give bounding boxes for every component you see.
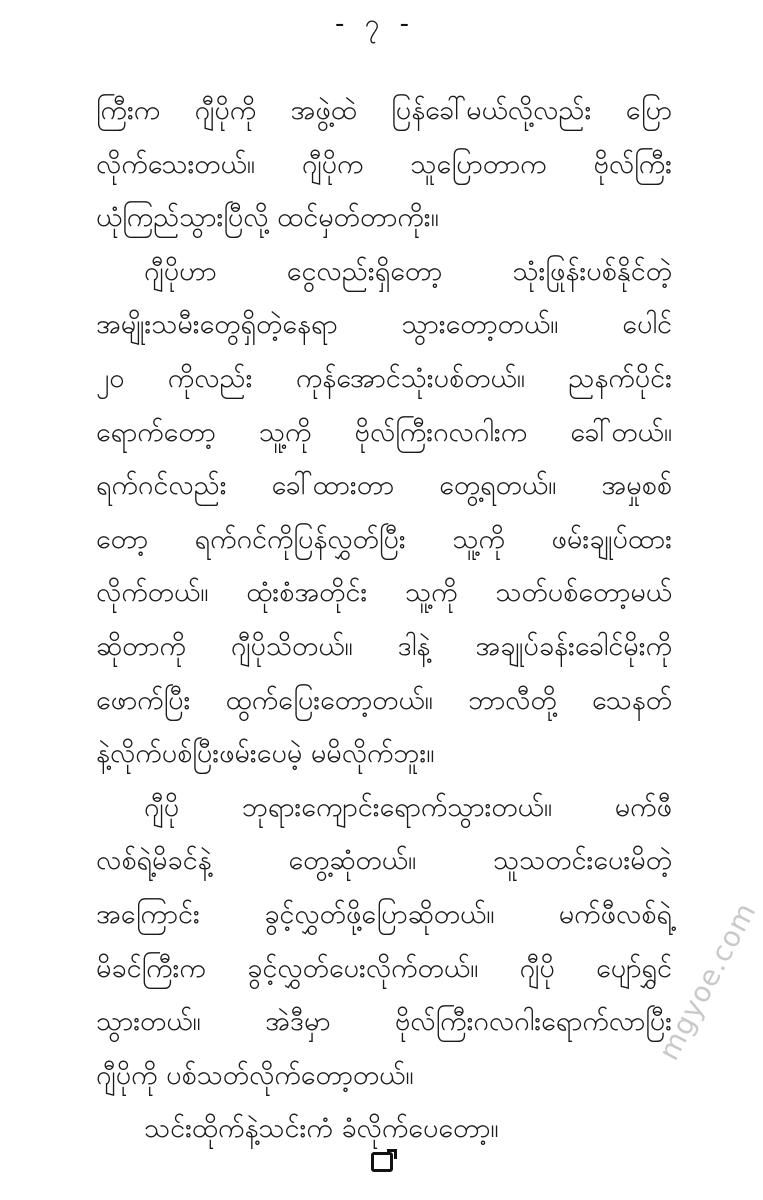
text-line: ကြီးက ဂျီပိုကို အဖွဲ့ထဲ ပြန်ခေါ်မယ်လို့လည်း ပြော [96,95,672,126]
watermark: mgyoe.com [652,896,763,1066]
text-line: သွားတယ်။ အဲဒီမှာ ဗိုလ်ကြီးဂလဂါးရောက်လာပြီး [96,1006,672,1038]
text-line: ဖောက်ပြီး ထွက်ပြေးတော့တယ်။ ဘာလီတို့ သေနတ် [96,684,672,716]
text-line: မိခင်ကြီးက ခွင့်လွှတ်ပေးလိုက်တယ်။ ဂျီပို ပျော်ရွှင် [96,952,672,984]
text-line: လစ်ရဲ့မိခင်နဲ့ တွေ့ဆုံတယ်။ သူသတင်းပေးမိတဲ့ [96,845,672,877]
text-line: ရက်ဂင်လည်း ခေါ်ထားတာ တွေ့ရတယ်။ အမှုစစ် [96,470,672,502]
text-line: တော့ ရက်ဂင်ကိုပြန်လွှတ်ပြီး သူ့ကို ဖမ်းချုပ်ထား [96,523,672,555]
text-line: လိုက်သေးတယ်။ ဂျီပိုက သူပြောတာက ဗိုလ်ကြီး [96,148,672,180]
text-line: နဲ့လိုက်ပစ်ပြီးဖမ်းပေမဲ့ မမိလိုက်ဘူး။ [96,738,435,770]
text-line: သင်းထိုက်နဲ့သင်းကံ ခံလိုက်ပေတော့။ [144,1113,499,1145]
text-line: လိုက်တယ်။ ထုံးစံအတိုင်း သူ့ကို သတ်ပစ်တော့မယ် [96,577,672,609]
text-line: ဂျီပို ဘုရားကျောင်းရောက်သွားတယ်။ မက်ဖီ [144,791,672,823]
text-line: အကြောင်း ခွင့်လွှတ်ဖို့ပြောဆိုတယ်။ မက်ဖီလစ်ရဲ့ [96,898,672,930]
text-line: ဂျီပိုကို ပစ်သတ်လိုက်တော့တယ်။ [96,1059,414,1091]
page-number: - ၇ - [335,9,415,39]
text-line: ဂျီပိုဟာ ငွေလည်းရှိတော့ သုံးဖြုန်းပစ်နိုင်တဲ့ [144,255,672,287]
text-line: ဆိုတာကို ဂျီပိုသိတယ်။ ဒါနဲ့ အချုပ်ခန်းခေါင်မိုးကို [96,630,672,662]
body-text [96,84,672,1156]
text-line: အမျိုးသမီးတွေရှိတဲ့နေရာ သွားတော့တယ်။ ပေါင် [96,309,672,341]
text-line: ၂၀ ကိုလည်း ကုန်အောင်သုံးပစ်တယ်။ ညနက်ပိုင်း [96,362,672,394]
text-line: ရောက်တော့ သူ့ကို ဗိုလ်ကြီးဂလဂါးက ခေါ်တယ်။ [96,416,672,448]
text-line: ယုံကြည်သွားပြီလို့ ထင်မှတ်တာကိုး။ [96,202,439,234]
book-end-mark-icon [371,1152,393,1172]
